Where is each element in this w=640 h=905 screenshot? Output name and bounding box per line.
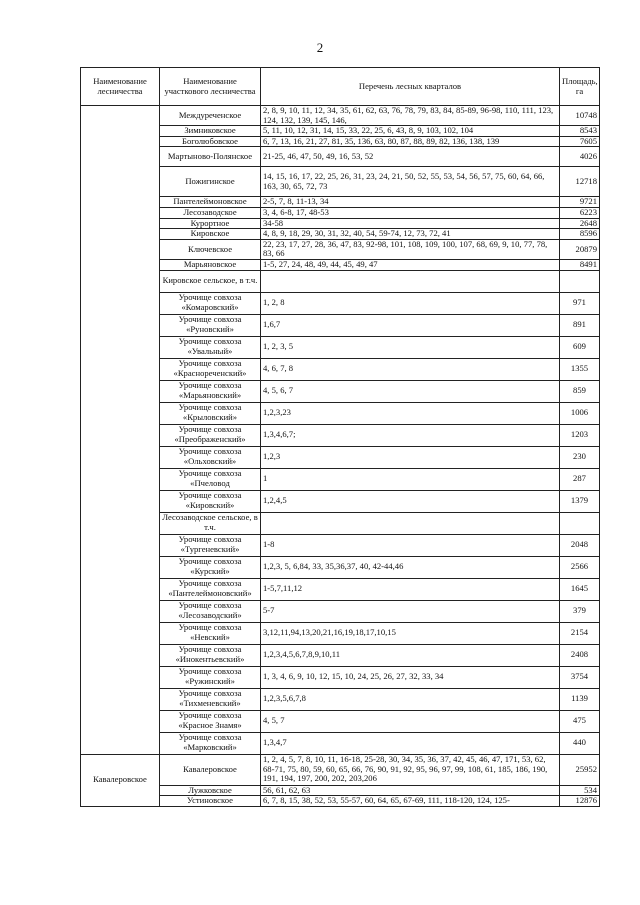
district-name-cell: Ключевское (160, 239, 261, 259)
area-cell: 1379 (560, 490, 600, 512)
area-cell: 7605 (560, 136, 600, 147)
forestry-cell (81, 106, 160, 755)
district-name-cell: Урочище совхоза «Курский» (160, 556, 261, 578)
quarters-cell: 1,3,4,7 (261, 732, 560, 754)
area-cell: 2154 (560, 622, 600, 644)
quarters-cell: 1, 3, 4, 6, 9, 10, 12, 15, 10, 24, 25, 26, 27, 32, 33, 34 (261, 666, 560, 688)
quarters-cell: 56, 61, 62, 63 (261, 785, 560, 796)
area-cell: 8543 (560, 126, 600, 137)
district-name-cell: Зимниковское (160, 126, 261, 137)
header-area: Площадь, га (560, 68, 600, 106)
forest-quarters-table (80, 67, 600, 807)
area-cell: 6223 (560, 207, 600, 218)
area-cell: 609 (560, 336, 600, 358)
area-cell: 891 (560, 314, 600, 336)
area-cell: 379 (560, 600, 600, 622)
area-cell: 12876 (560, 796, 600, 807)
district-name-cell: Устиновское (160, 796, 261, 807)
district-name-cell: Урочище совхоза «Невский» (160, 622, 261, 644)
district-name-cell: Урочище совхоза «Пчеловод (160, 468, 261, 490)
area-cell: 230 (560, 446, 600, 468)
area-cell: 1645 (560, 578, 600, 600)
area-cell: 1139 (560, 688, 600, 710)
area-cell: 534 (560, 785, 600, 796)
quarters-cell: 2, 8, 9, 10, 11, 12, 34, 35, 61, 62, 63, 76, 78, 79, 83, 84, 85-89, 96-98, 110, 111, 123, 124, 132, 139, 145, 146, (261, 106, 560, 126)
area-cell: 3754 (560, 666, 600, 688)
district-name-cell: Урочище совхоза «Марьяновский» (160, 380, 261, 402)
area-cell: 1203 (560, 424, 600, 446)
area-cell: 4026 (560, 147, 600, 167)
header-quarters: Перечень лесных кварталов (261, 68, 560, 106)
area-cell: 25952 (560, 754, 600, 785)
district-name-cell: Междуреченское (160, 106, 261, 126)
district-name-cell: Урочище совхоза «Красное Знамя» (160, 710, 261, 732)
quarters-cell: 1-8 (261, 534, 560, 556)
district-name-cell: Лесозаводское сельское, в т.ч. (160, 512, 261, 534)
district-name-cell: Урочище совхоза «Ружинский» (160, 666, 261, 688)
district-name-cell: Урочище совхоза «Преображенский» (160, 424, 261, 446)
area-cell (560, 512, 600, 534)
quarters-cell: 5, 11, 10, 12, 31, 14, 15, 33, 22, 25, 6, 43, 8, 9, 103, 102, 104 (261, 126, 560, 137)
district-name-cell: Кировское (160, 229, 261, 240)
district-name-cell: Урочище совхоза «Тихменевский» (160, 688, 261, 710)
area-cell (560, 270, 600, 292)
district-name-cell: Урочище совхоза «Тургеневский» (160, 534, 261, 556)
quarters-cell: 1 (261, 468, 560, 490)
quarters-cell: 4, 5, 7 (261, 710, 560, 732)
area-cell: 8596 (560, 229, 600, 240)
district-name-cell: Лесозаводское (160, 207, 261, 218)
area-cell: 971 (560, 292, 600, 314)
quarters-cell: 1,2,3, 5, 6,84, 33, 35,36,37, 40, 42-44,46 (261, 556, 560, 578)
district-name-cell: Пантелеймоновское (160, 197, 261, 208)
area-cell: 20879 (560, 239, 600, 259)
quarters-cell: 3, 4, 6-8, 17, 48-53 (261, 207, 560, 218)
quarters-cell: 1, 2, 8 (261, 292, 560, 314)
quarters-cell: 14, 15, 16, 17, 22, 25, 26, 31, 23, 24, 21, 50, 52, 55, 53, 54, 56, 57, 75, 60, 64, 66, 163, 30, 65, 72, 73 (261, 167, 560, 197)
district-name-cell: Боголюбовское (160, 136, 261, 147)
district-name-cell: Урочище совхоза «Комаровский» (160, 292, 261, 314)
district-name-cell: Урочище совхоза «Марковский» (160, 732, 261, 754)
area-cell: 2566 (560, 556, 600, 578)
area-cell: 859 (560, 380, 600, 402)
quarters-cell: 4, 5, 6, 7 (261, 380, 560, 402)
quarters-cell: 1,2,3,4,5,6,7,8,9,10,11 (261, 644, 560, 666)
header-forestry: Наименование лесничества (81, 68, 160, 106)
header-district: Наименование участкового лесничества (160, 68, 261, 106)
table-row (81, 106, 600, 126)
district-name-cell: Урочище совхоза «Краснореченский» (160, 358, 261, 380)
area-cell: 1355 (560, 358, 600, 380)
kavalerovo-section (81, 754, 600, 806)
quarters-cell: 1,2,3,5,6,7,8 (261, 688, 560, 710)
area-cell: 1006 (560, 402, 600, 424)
area-cell: 287 (560, 468, 600, 490)
area-cell: 8491 (560, 259, 600, 270)
area-cell: 9721 (560, 197, 600, 208)
table-header-row (81, 68, 600, 106)
district-name-cell: Мартыново-Полянское (160, 147, 261, 167)
quarters-cell: 1,2,4,5 (261, 490, 560, 512)
quarters-cell: 1,6,7 (261, 314, 560, 336)
quarters-cell: 1,2,3 (261, 446, 560, 468)
page-number: 2 (316, 40, 324, 55)
quarters-cell: 1-5,7,11,12 (261, 578, 560, 600)
quarters-cell (261, 270, 560, 292)
quarters-cell: 6, 7, 13, 16, 21, 27, 81, 35, 136, 63, 80, 87, 88, 89, 82, 136, 138, 139 (261, 136, 560, 147)
quarters-cell: 1,2,3,23 (261, 402, 560, 424)
quarters-cell: 2-5, 7, 8, 11-13, 34 (261, 197, 560, 208)
district-name-cell: Кировское сельское, в т.ч. (160, 270, 261, 292)
table-row (81, 754, 600, 785)
forestry-name-cell: Кавалеровское (81, 754, 160, 806)
quarters-cell: 34-58 (261, 218, 560, 229)
area-cell: 2408 (560, 644, 600, 666)
district-name-cell: Урочище совхоза «Крыловский» (160, 402, 261, 424)
quarters-cell: 22, 23, 17, 27, 28, 36, 47, 83, 92-98, 101, 108, 109, 100, 107, 68, 69, 9, 10, 77, 78, 83, 66 (261, 239, 560, 259)
quarters-cell: 3,12,11,94,13,20,21,16,19,18,17,10,15 (261, 622, 560, 644)
district-name-cell: Урочище совхоза «Инокентьевский» (160, 644, 261, 666)
area-cell: 2648 (560, 218, 600, 229)
district-name-cell: Урочище совхоза «Пантелеймоновский» (160, 578, 261, 600)
area-cell: 2048 (560, 534, 600, 556)
area-cell: 440 (560, 732, 600, 754)
quarters-cell: 4, 6, 7, 8 (261, 358, 560, 380)
quarters-cell: 4, 8, 9, 18, 29, 30, 31, 32, 40, 54, 59-74, 12, 73, 72, 41 (261, 229, 560, 240)
quarters-cell: 5-7 (261, 600, 560, 622)
area-cell: 10748 (560, 106, 600, 126)
district-name-cell: Урочище совхоза «Ольховский» (160, 446, 261, 468)
quarters-cell: 6, 7, 8, 15, 38, 52, 53, 55-57, 60, 64, 65, 67-69, 111, 118-120, 124, 125- (261, 796, 560, 807)
quarters-cell: 1,3,4,6,7; (261, 424, 560, 446)
district-name-cell: Урочище совхоза «Кировский» (160, 490, 261, 512)
district-name-cell: Урочище совхоза «Руновский» (160, 314, 261, 336)
district-name-cell: Лужковское (160, 785, 261, 796)
district-name-cell: Урочище совхоза «Увальный» (160, 336, 261, 358)
table-body (81, 106, 600, 755)
quarters-cell: 1, 2, 4, 5, 7, 8, 10, 11, 16-18, 25-28, 30, 34, 35, 36, 37, 42, 45, 46, 47, 171, 53, 62, 68-71, 75, 80, 59, 60, 65, 66, 76, 90, 91, 92, 95, 96, 97, 99, 108, 61, 185, 186, 190, 191, 194, 197, 200, 202, 203,206 (261, 754, 560, 785)
district-name-cell: Пожигинское (160, 167, 261, 197)
quarters-cell: 1, 2, 3, 5 (261, 336, 560, 358)
quarters-cell: 1-5, 27, 24, 48, 49, 44, 45, 49, 47 (261, 259, 560, 270)
area-cell: 475 (560, 710, 600, 732)
quarters-cell (261, 512, 560, 534)
district-name-cell: Кавалеровское (160, 754, 261, 785)
district-name-cell: Урочище совхоза «Лесозаводский» (160, 600, 261, 622)
area-cell: 12718 (560, 167, 600, 197)
district-name-cell: Марьяновское (160, 259, 261, 270)
district-name-cell: Курортное (160, 218, 261, 229)
quarters-cell: 21-25, 46, 47, 50, 49, 16, 53, 52 (261, 147, 560, 167)
